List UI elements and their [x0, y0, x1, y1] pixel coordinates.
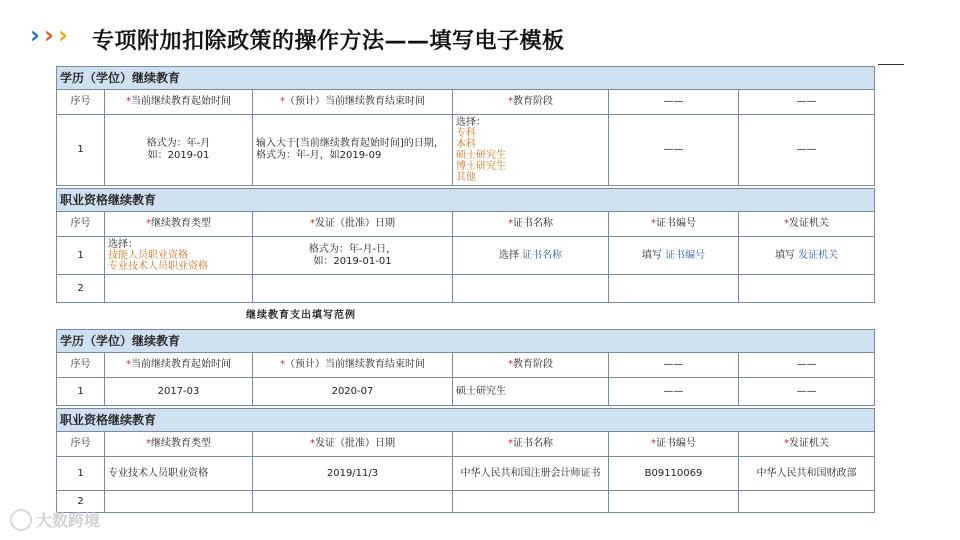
col-header: *（预计）当前继续教育结束时间	[253, 353, 453, 378]
stage-cell: 硕士研究生	[453, 378, 609, 406]
date-cell: 2019/11/3	[253, 457, 453, 491]
col-header: ——	[739, 90, 875, 115]
row-number: 2	[57, 491, 105, 513]
empty-cell	[105, 491, 253, 513]
stage-cell	[453, 115, 609, 186]
col-header: *当前继续教育起始时间	[105, 90, 253, 115]
section-title: 学历（学位）继续教育	[57, 330, 875, 353]
col-header: *证书编号	[609, 432, 739, 457]
type-cell	[105, 237, 253, 275]
issuer-cell: 中华人民共和国财政部	[739, 457, 875, 491]
col-header: *继续教育类型	[105, 432, 253, 457]
empty-cell	[739, 275, 875, 303]
type-option: 专业技术人员职业资格	[108, 261, 208, 272]
col-header: *证书编号	[609, 212, 739, 237]
col-header: 序号	[57, 432, 105, 457]
col-header: *（预计）当前继续教育结束时间	[253, 90, 453, 115]
issuer-cell: 填写 发证机关	[739, 237, 875, 275]
section-title: 学历（学位）继续教育	[57, 67, 875, 90]
type-cell: 专业技术人员职业资格	[105, 457, 253, 491]
row-number: 1	[57, 237, 105, 275]
col-header: *当前继续教育起始时间	[105, 353, 253, 378]
row-number: 1	[57, 457, 105, 491]
date-cell: 格式为：年-月-日， 如：2019-01-01	[253, 237, 453, 275]
type-option: 技能人员职业资格	[108, 250, 188, 261]
section-title: 职业资格继续教育	[57, 409, 875, 432]
row-number: 2	[57, 275, 105, 303]
col-header: *继续教育类型	[105, 212, 253, 237]
col-header: *发证机关	[739, 432, 875, 457]
col-header: ——	[609, 90, 739, 115]
stage-option: 其他	[456, 172, 476, 183]
cert-no-cell: 填写 证书编号	[609, 237, 739, 275]
slide-header	[0, 0, 960, 62]
empty-cell	[253, 275, 453, 303]
empty-cell	[253, 491, 453, 513]
spreadsheet-image	[56, 66, 874, 536]
stage-label: 选择：	[456, 117, 486, 128]
empty-cell	[609, 275, 739, 303]
dash-cell: ——	[609, 115, 739, 186]
end-time-cell: 2020-07	[253, 378, 453, 406]
example-title: 继续教育支出填写范例	[246, 310, 356, 321]
start-time-cell: 2017-03	[105, 378, 253, 406]
watermark-text: 大数跨境	[36, 511, 101, 530]
empty-cell	[453, 491, 609, 513]
start-time-cell: 格式为：年-月 如：2019-01	[105, 115, 253, 186]
cert-no-cell: B09110069	[609, 457, 739, 491]
row-number: 1	[57, 115, 105, 186]
stage-option: 硕士研究生	[456, 150, 506, 161]
empty-cell	[739, 491, 875, 513]
col-header: 序号	[57, 90, 105, 115]
type-label: 选择：	[108, 239, 138, 250]
stage-option: 本科	[456, 139, 476, 150]
col-header: *发证机关	[739, 212, 875, 237]
empty-cell	[453, 275, 609, 303]
col-header: *证书名称	[453, 212, 609, 237]
col-header: 序号	[57, 212, 105, 237]
template-job-table	[56, 188, 875, 303]
section-title: 职业资格继续教育	[57, 189, 875, 212]
cert-name-cell: 中华人民共和国注册会计师证书	[453, 457, 609, 491]
end-time-cell: 输入大于[当前继续教育起始时间]的日期，格式为：年-月，如2019-09	[253, 115, 453, 186]
col-header: *教育阶段	[453, 90, 609, 115]
stage-option: 专科	[456, 128, 476, 139]
row-number: 1	[57, 378, 105, 406]
col-header: *发证（批准）日期	[253, 432, 453, 457]
dash-cell: ——	[739, 115, 875, 186]
dash-cell: ——	[609, 378, 739, 406]
empty-cell	[609, 491, 739, 513]
watermark	[10, 508, 100, 531]
stage-option: 博士研究生	[456, 161, 506, 172]
col-header: *发证（批准）日期	[253, 212, 453, 237]
example-job-table	[56, 408, 875, 513]
col-header: 序号	[57, 353, 105, 378]
divider	[878, 64, 904, 65]
slide-title: 专项附加扣除政策的操作方法——填写电子模板	[92, 29, 565, 54]
col-header: *教育阶段	[453, 353, 609, 378]
col-header: *证书名称	[453, 432, 609, 457]
template-edu-table	[56, 66, 875, 186]
watermark-logo-icon	[10, 509, 32, 531]
chevron-arrows-icon: › › ›	[30, 21, 68, 49]
empty-cell	[105, 275, 253, 303]
col-header: ——	[609, 353, 739, 378]
cert-name-cell: 选择 证书名称	[453, 237, 609, 275]
dash-cell: ——	[739, 378, 875, 406]
example-edu-table	[56, 329, 875, 406]
col-header: ——	[739, 353, 875, 378]
